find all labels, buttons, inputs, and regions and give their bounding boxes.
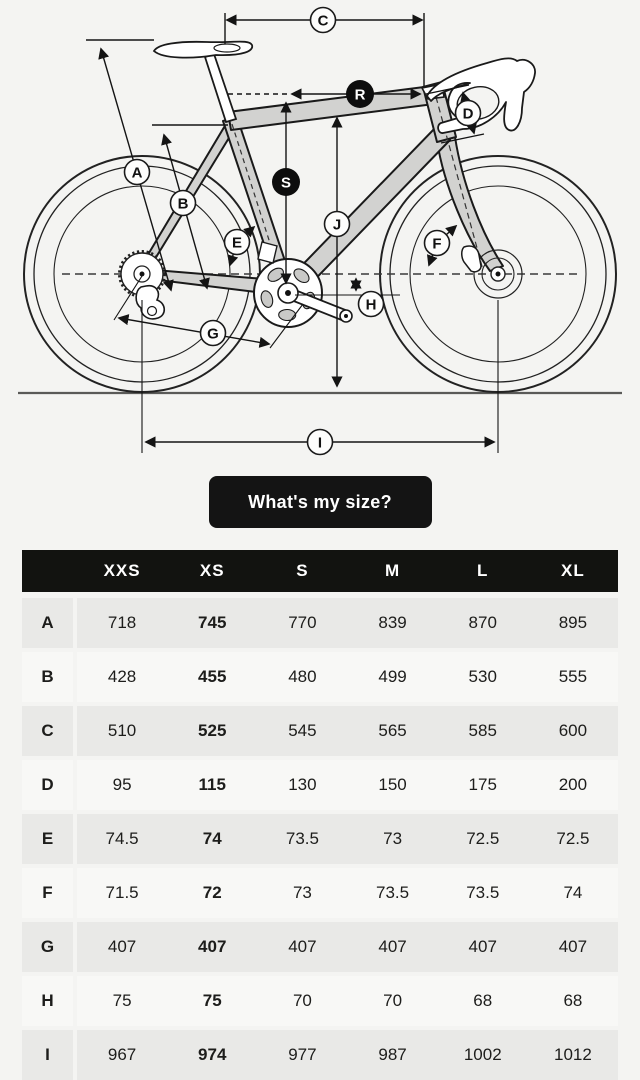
table-cell: 407 xyxy=(107,937,137,956)
label-f xyxy=(425,231,450,256)
row-label: B xyxy=(22,652,73,702)
label-b xyxy=(171,191,196,216)
table-cell: 407 xyxy=(198,937,227,956)
table-cell: 68 xyxy=(473,991,493,1010)
table-row-g xyxy=(22,922,618,972)
table-cell: 480 xyxy=(288,667,317,686)
table-cell: 1002 xyxy=(463,1045,502,1064)
column-header-l: L xyxy=(477,561,489,580)
table-cell: 175 xyxy=(468,775,497,794)
svg-text:B: B xyxy=(177,195,189,213)
table-cell: 72.5 xyxy=(466,829,500,848)
svg-text:C: C xyxy=(317,12,329,30)
row-label: H xyxy=(22,976,73,1026)
size-table xyxy=(22,550,618,1080)
table-cell: 987 xyxy=(378,1045,407,1064)
table-cell: 555 xyxy=(558,667,588,686)
table-cell: 74 xyxy=(202,829,222,848)
row-label: F xyxy=(22,868,73,918)
table-row-e xyxy=(22,814,618,864)
label-h xyxy=(359,292,384,317)
table-cell: 967 xyxy=(107,1045,137,1064)
row-label: C xyxy=(22,706,73,756)
table-cell: 974 xyxy=(198,1045,227,1064)
table-cell: 70 xyxy=(383,991,403,1010)
table-cell: 73.5 xyxy=(376,883,410,902)
table-cell: 74.5 xyxy=(105,829,139,848)
table-cell: 510 xyxy=(107,721,137,740)
table-cell: 73.5 xyxy=(466,883,500,902)
table-cell: 75 xyxy=(202,991,222,1010)
table-row-d xyxy=(22,760,618,810)
table-cell: 71.5 xyxy=(105,883,139,902)
table-cell: 70 xyxy=(292,991,312,1010)
table-cell: 745 xyxy=(198,613,227,632)
table-cell: 455 xyxy=(198,667,227,686)
table-cell: 73 xyxy=(292,883,312,902)
front-derailleur xyxy=(258,242,277,263)
frame xyxy=(140,82,503,300)
table-cell: 407 xyxy=(468,937,497,956)
table-row-b xyxy=(22,652,618,702)
table-cell: 407 xyxy=(288,937,317,956)
label-i xyxy=(308,430,333,455)
top-tube xyxy=(228,86,434,130)
table-cell: 407 xyxy=(558,937,588,956)
table-cell: 530 xyxy=(468,667,497,686)
table-cell: 74 xyxy=(563,883,583,902)
column-header-xxs: XXS xyxy=(103,561,141,580)
table-cell: 1012 xyxy=(553,1045,592,1064)
row-label: D xyxy=(22,760,73,810)
table-header xyxy=(22,550,618,592)
label-g xyxy=(201,321,226,346)
label-c xyxy=(311,8,336,33)
table-cell: 565 xyxy=(378,721,407,740)
row-label: G xyxy=(22,922,73,972)
label-j xyxy=(325,212,350,237)
table-row-a xyxy=(22,598,618,648)
table-cell: 72 xyxy=(202,883,222,902)
table-cell: 95 xyxy=(112,775,132,794)
bike-geometry-diagram xyxy=(0,0,640,460)
table-cell: 72.5 xyxy=(556,829,590,848)
svg-text:S: S xyxy=(280,174,292,192)
row-label: A xyxy=(22,598,73,648)
table-cell: 895 xyxy=(558,613,588,632)
label-r xyxy=(346,80,374,108)
table-cell: 73 xyxy=(383,829,403,848)
label-a xyxy=(125,160,150,185)
svg-text:I: I xyxy=(317,434,323,452)
button-row xyxy=(0,460,640,550)
svg-text:R: R xyxy=(354,86,366,104)
whats-my-size-button[interactable]: What's my size? xyxy=(209,476,432,528)
table-cell: 718 xyxy=(107,613,137,632)
table-cell: 428 xyxy=(107,667,137,686)
row-label: I xyxy=(22,1030,73,1080)
svg-text:J: J xyxy=(332,216,342,234)
column-header-xs: XS xyxy=(199,561,225,580)
table-cell: 130 xyxy=(288,775,317,794)
table-cell: 770 xyxy=(288,613,317,632)
label-d xyxy=(456,101,481,126)
label-e xyxy=(225,230,250,255)
svg-text:D: D xyxy=(462,105,474,123)
svg-text:F: F xyxy=(432,235,442,253)
table-cell: 839 xyxy=(378,613,407,632)
table-row-h xyxy=(22,976,618,1026)
seatpost xyxy=(205,54,236,122)
table-row-i xyxy=(22,1030,618,1080)
table-cell: 525 xyxy=(198,721,227,740)
table-cell: 870 xyxy=(468,613,497,632)
column-header-xl: XL xyxy=(561,561,585,580)
saddle-detail xyxy=(214,44,240,52)
table-row-f xyxy=(22,868,618,918)
table-cell: 115 xyxy=(198,775,226,794)
svg-text:G: G xyxy=(207,325,219,343)
table-cell: 73.5 xyxy=(285,829,319,848)
svg-text:H: H xyxy=(365,296,377,314)
svg-text:E: E xyxy=(231,234,243,252)
table-cell: 600 xyxy=(558,721,588,740)
table-cell: 75 xyxy=(112,991,132,1010)
table-row-c xyxy=(22,706,618,756)
label-s xyxy=(272,168,300,196)
column-header-m: M xyxy=(384,561,401,580)
table-cell: 68 xyxy=(563,991,583,1010)
table-cell: 585 xyxy=(468,721,497,740)
table-cell: 407 xyxy=(378,937,407,956)
row-label: E xyxy=(22,814,73,864)
column-header-s: S xyxy=(296,561,309,580)
table-cell: 200 xyxy=(558,775,588,794)
svg-text:A: A xyxy=(131,164,143,182)
table-cell: 150 xyxy=(378,775,407,794)
table-cell: 499 xyxy=(378,667,407,686)
table-cell: 977 xyxy=(288,1045,317,1064)
table-cell: 545 xyxy=(288,721,317,740)
